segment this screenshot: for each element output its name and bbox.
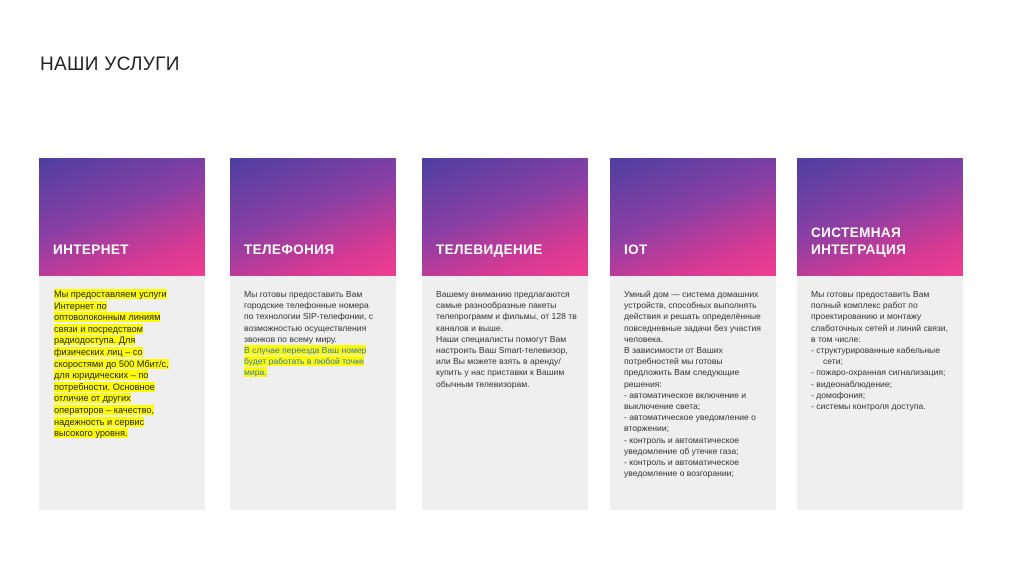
card-text: Мы готовы предоставить Вам полный комплекс работ по проектированию и монтажу слаботочных сетей и линий связи, в том числе: bbox=[811, 289, 948, 344]
card-title: ТЕЛЕВИДЕНИЕ bbox=[436, 242, 543, 257]
page-title: НАШИ УСЛУГИ bbox=[40, 54, 180, 75]
list-item: - системы контроля доступа. bbox=[811, 401, 926, 412]
bullet-list bbox=[811, 345, 953, 412]
card-title: IOT bbox=[624, 242, 648, 257]
card-header bbox=[610, 158, 776, 276]
list-item: - видеонаблюдение; bbox=[811, 378, 893, 389]
list-item: - контроль и автоматическое уведомление о возгорании; bbox=[624, 457, 739, 479]
list-item: - автоматическое включение и выключение света; bbox=[624, 389, 747, 412]
card-body bbox=[422, 276, 588, 390]
card-header bbox=[39, 158, 205, 276]
service-card-television bbox=[422, 158, 588, 510]
card-body bbox=[610, 276, 776, 479]
service-card-telephony bbox=[230, 158, 396, 510]
service-card-system-integration bbox=[797, 158, 963, 510]
card-text: В зависимости от Ваших потребностей мы готовы предложить Вам следующие решения: bbox=[624, 345, 740, 389]
service-card-iot bbox=[610, 158, 776, 510]
card-body bbox=[230, 276, 396, 379]
card-text: Мы готовы предоставить Вам городские телефонные номера по технологии SIP-телефонии, с возможностью осуществления звонков по всему миру. bbox=[244, 289, 374, 344]
card-text: Наши специалисты помогут Вам настроить Ваш Smart-телевизор, или Вы можете взять в аренду/купить у нас приставки к Вашим обычным телевизорам. bbox=[436, 333, 568, 389]
card-text: Мы предоставляем услуги Интернет по оптоволоконным линиям связи и посредством радиодоступа. Для физических лиц – со скоростями до 500 Мбит/с, для юридических – по потребности. Основное отличие от других операторов – качество, надежность и сервис высокого уровня. bbox=[54, 289, 169, 439]
card-text: Умный дом — система домашних устройств, способных выполнять действия и решать определённые повседневные задачи без участия человека. bbox=[624, 289, 761, 344]
card-header bbox=[230, 158, 396, 276]
list-item: - автоматическое уведомление о вторжении; bbox=[624, 412, 756, 434]
card-header bbox=[422, 158, 588, 276]
card-title: ИНТЕРНЕТ bbox=[53, 242, 129, 257]
card-header bbox=[797, 158, 963, 276]
card-body bbox=[797, 276, 963, 412]
card-highlight-text: В случае переезда Ваш номер будет работать в любой точке мира. bbox=[244, 345, 367, 378]
service-card-internet bbox=[39, 158, 205, 510]
card-text: Вашему вниманию предлагаются самые разнообразные пакеты телепрограмм и фильмы, от 128 тв каналов и выше. bbox=[436, 289, 577, 333]
list-item: - домофония; bbox=[811, 389, 866, 400]
list-item: - контроль и автоматическое уведомление об утечке газа; bbox=[624, 434, 739, 456]
list-item: - структурированные кабельные сети; bbox=[811, 345, 941, 367]
card-body bbox=[39, 276, 205, 440]
card-title: ТЕЛЕФОНИЯ bbox=[244, 242, 335, 257]
list-item: - пожаро-охранная сигнализация; bbox=[811, 367, 946, 378]
card-title: СИСТЕМНАЯ ИНТЕГРАЦИЯ bbox=[811, 225, 907, 257]
